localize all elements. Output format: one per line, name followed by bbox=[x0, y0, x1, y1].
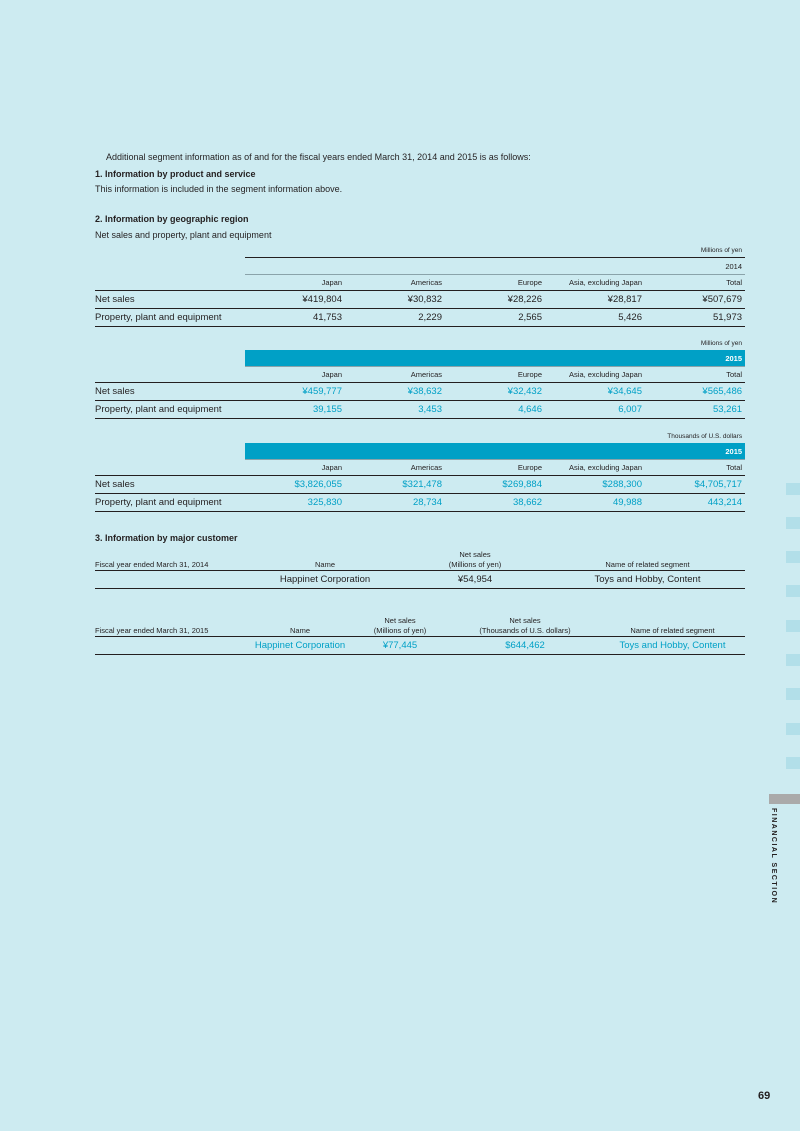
section2-subheading: Net sales and property, plant and equipment bbox=[95, 230, 272, 240]
cell: ¥28,817 bbox=[545, 291, 645, 309]
col-japan: Japan bbox=[245, 367, 345, 383]
index-tab[interactable] bbox=[786, 517, 800, 529]
year-header: 2015 bbox=[245, 443, 745, 460]
customer-name: Happinet Corporation bbox=[250, 637, 350, 655]
geo-table-2015-yen bbox=[95, 337, 745, 419]
col-net-sales-yen bbox=[350, 612, 450, 637]
table-row bbox=[95, 571, 745, 589]
customer-name: Happinet Corporation bbox=[250, 571, 400, 589]
table-row bbox=[95, 401, 745, 419]
row-label: Net sales bbox=[95, 476, 245, 494]
col-japan: Japan bbox=[245, 275, 345, 291]
unit-label: Millions of yen bbox=[700, 340, 743, 347]
index-tab[interactable] bbox=[786, 620, 800, 632]
col-europe: Europe bbox=[445, 367, 545, 383]
col-asia: Asia, excluding Japan bbox=[545, 367, 645, 383]
page-number: 69 bbox=[758, 1090, 771, 1102]
col-net-sales bbox=[400, 546, 550, 571]
cell: 38,662 bbox=[445, 494, 545, 512]
year-header: 2014 bbox=[245, 258, 745, 275]
col-segment: Name of related segment bbox=[550, 546, 745, 571]
cell: 6,007 bbox=[545, 401, 645, 419]
table-row bbox=[95, 291, 745, 309]
col-europe: Europe bbox=[445, 275, 545, 291]
customer-table-2015 bbox=[95, 612, 745, 655]
col-americas: Americas bbox=[345, 367, 445, 383]
col-net-sales-line2: (Millions of yen) bbox=[448, 560, 502, 569]
row-label: Net sales bbox=[95, 291, 245, 309]
cell: ¥565,486 bbox=[645, 383, 745, 401]
cell: ¥32,432 bbox=[445, 383, 545, 401]
col-asia: Asia, excluding Japan bbox=[545, 460, 645, 476]
geo-table-2014 bbox=[95, 244, 745, 327]
cell: ¥34,645 bbox=[545, 383, 645, 401]
col-segment: Name of related segment bbox=[600, 612, 745, 637]
cell: ¥38,632 bbox=[345, 383, 445, 401]
cell: 53,261 bbox=[645, 401, 745, 419]
cell: 41,753 bbox=[245, 309, 345, 327]
section3-heading: 3. Information by major customer bbox=[95, 533, 238, 543]
cell: $3,826,055 bbox=[245, 476, 345, 494]
intro-text: Additional segment information as of and for the fiscal years ended March 31, 2014 and 2015 is as follows: bbox=[106, 152, 531, 162]
col-net-sales-usd-line1: Net sales bbox=[509, 616, 541, 625]
cell: 2,229 bbox=[345, 309, 445, 327]
customer-segment: Toys and Hobby, Content bbox=[600, 637, 745, 655]
col-fiscal-year: Fiscal year ended March 31, 2014 bbox=[95, 546, 250, 571]
col-americas: Americas bbox=[345, 460, 445, 476]
row-label: Property, plant and equipment bbox=[95, 309, 245, 327]
col-net-sales-usd bbox=[450, 612, 600, 637]
cell: ¥459,777 bbox=[245, 383, 345, 401]
col-net-sales-usd-line2: (Thousands of U.S. dollars) bbox=[479, 626, 571, 635]
col-fiscal-year: Fiscal year ended March 31, 2015 bbox=[95, 612, 250, 637]
cell: 49,988 bbox=[545, 494, 645, 512]
col-total: Total bbox=[645, 460, 745, 476]
cell: 28,734 bbox=[345, 494, 445, 512]
cell: $4,705,717 bbox=[645, 476, 745, 494]
cell: ¥30,832 bbox=[345, 291, 445, 309]
customer-sales: ¥54,954 bbox=[400, 571, 550, 589]
index-tab[interactable] bbox=[786, 585, 800, 597]
col-name: Name bbox=[250, 546, 400, 571]
cell: 51,973 bbox=[645, 309, 745, 327]
unit-label: Thousands of U.S. dollars bbox=[667, 433, 743, 440]
cell: ¥507,679 bbox=[645, 291, 745, 309]
customer-table-2014 bbox=[95, 546, 745, 589]
row-label: Net sales bbox=[95, 383, 245, 401]
section2-heading: 2. Information by geographic region bbox=[95, 214, 249, 224]
section1-text: This information is included in the segment information above. bbox=[95, 184, 343, 194]
cell: 5,426 bbox=[545, 309, 645, 327]
cell: $288,300 bbox=[545, 476, 645, 494]
financial-section-label: FINANCIAL SECTION bbox=[770, 808, 777, 905]
col-net-sales-line1: Net sales bbox=[459, 550, 491, 559]
unit-label: Millions of yen bbox=[700, 247, 743, 254]
geo-table-2015-usd bbox=[95, 430, 745, 512]
col-asia: Asia, excluding Japan bbox=[545, 275, 645, 291]
cell: $321,478 bbox=[345, 476, 445, 494]
col-net-sales-yen-line2: (Millions of yen) bbox=[373, 626, 427, 635]
table-row bbox=[95, 476, 745, 494]
cell: 3,453 bbox=[345, 401, 445, 419]
row-label: Property, plant and equipment bbox=[95, 494, 245, 512]
table-row bbox=[95, 309, 745, 327]
col-total: Total bbox=[645, 367, 745, 383]
col-net-sales-yen-line1: Net sales bbox=[384, 616, 416, 625]
section1-heading: 1. Information by product and service bbox=[95, 169, 256, 179]
table-row bbox=[95, 494, 745, 512]
table-row bbox=[95, 383, 745, 401]
cell: ¥419,804 bbox=[245, 291, 345, 309]
cell bbox=[95, 571, 250, 589]
col-name: Name bbox=[250, 612, 350, 637]
customer-sales-usd: $644,462 bbox=[450, 637, 600, 655]
col-americas: Americas bbox=[345, 275, 445, 291]
customer-sales-yen: ¥77,445 bbox=[350, 637, 450, 655]
cell: ¥28,226 bbox=[445, 291, 545, 309]
cell: 4,646 bbox=[445, 401, 545, 419]
index-tab-active[interactable] bbox=[769, 794, 800, 804]
cell: 443,214 bbox=[645, 494, 745, 512]
index-tab[interactable] bbox=[786, 688, 800, 700]
customer-segment: Toys and Hobby, Content bbox=[550, 571, 745, 589]
table-row bbox=[95, 637, 745, 655]
col-europe: Europe bbox=[445, 460, 545, 476]
col-total: Total bbox=[645, 275, 745, 291]
cell: 39,155 bbox=[245, 401, 345, 419]
index-tab[interactable] bbox=[786, 757, 800, 769]
year-header: 2015 bbox=[245, 350, 745, 367]
cell bbox=[95, 637, 250, 655]
index-tab[interactable] bbox=[786, 654, 800, 666]
col-japan: Japan bbox=[245, 460, 345, 476]
index-tab[interactable] bbox=[786, 551, 800, 563]
cell: $269,884 bbox=[445, 476, 545, 494]
row-label: Property, plant and equipment bbox=[95, 401, 245, 419]
index-tab[interactable] bbox=[786, 723, 800, 735]
cell: 325,830 bbox=[245, 494, 345, 512]
cell: 2,565 bbox=[445, 309, 545, 327]
index-tab[interactable] bbox=[786, 483, 800, 495]
